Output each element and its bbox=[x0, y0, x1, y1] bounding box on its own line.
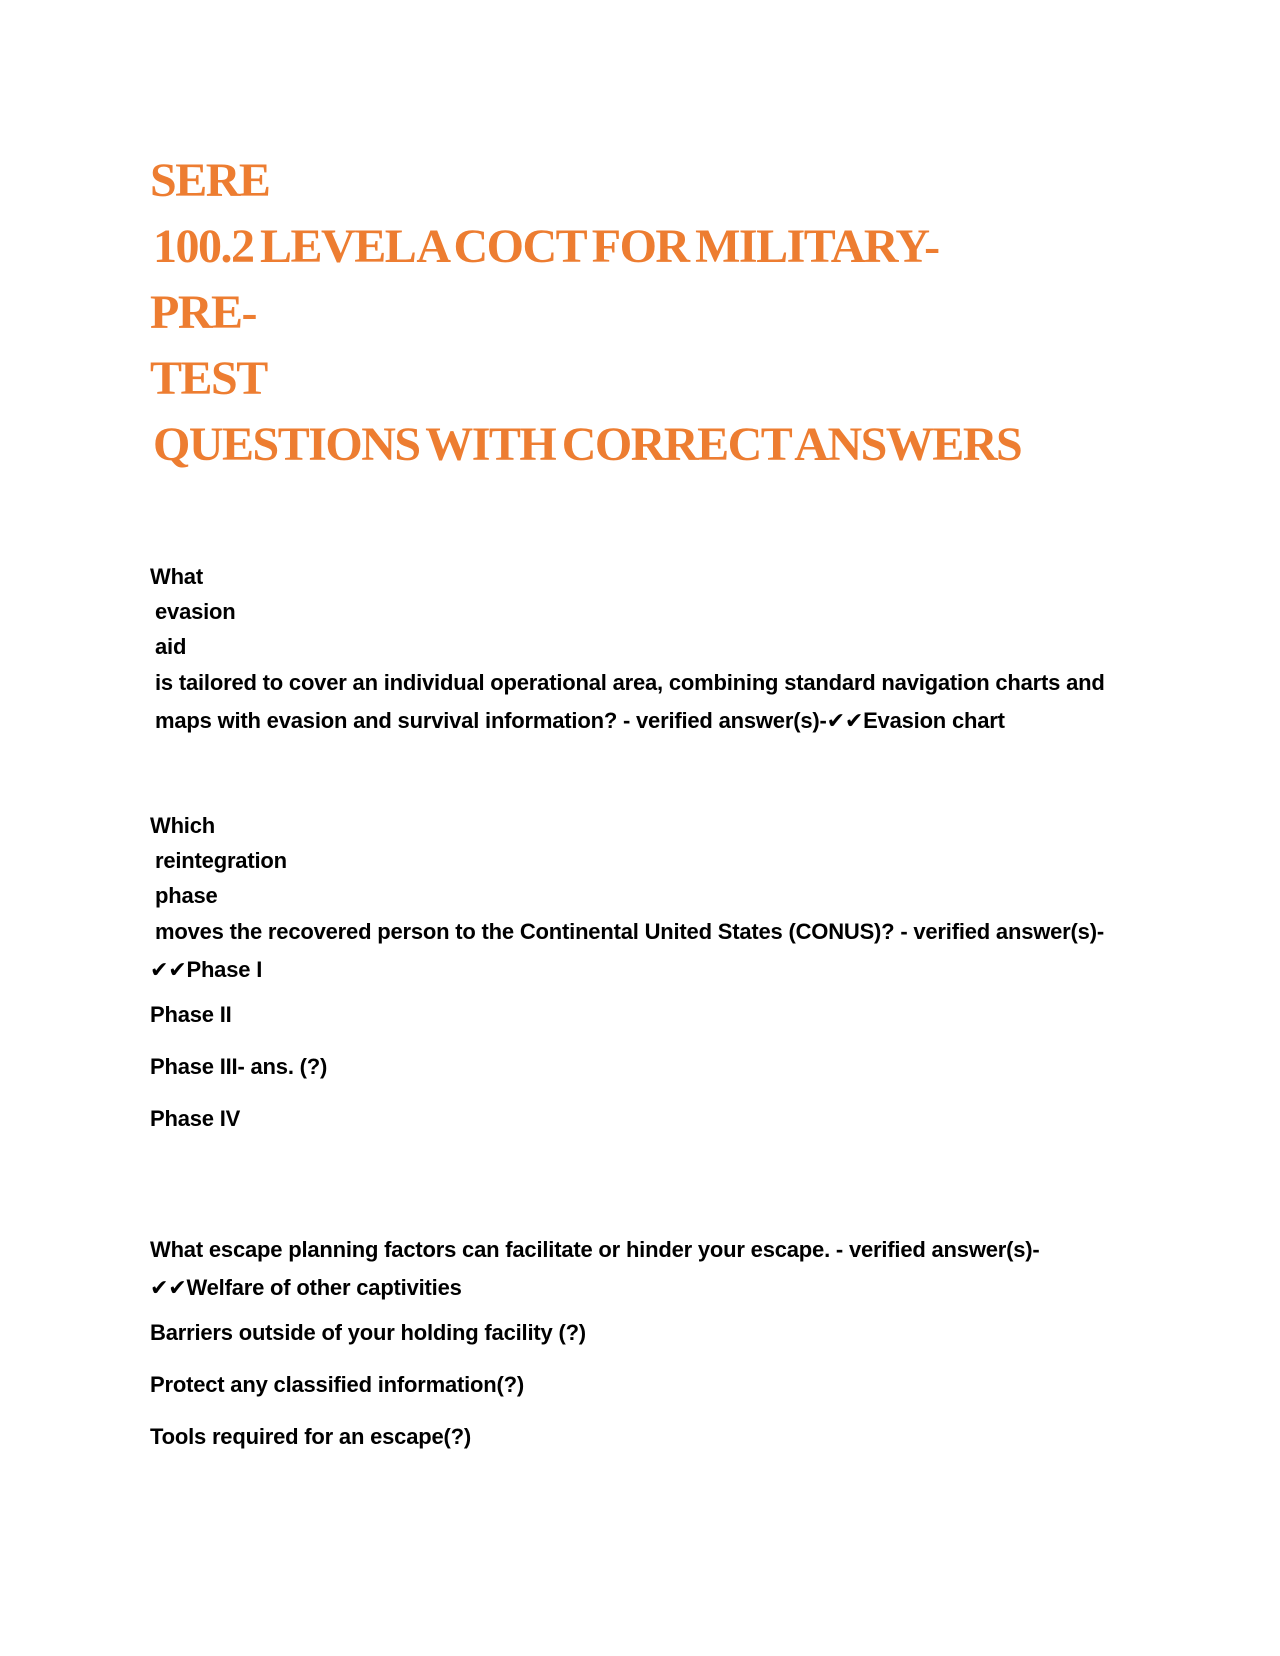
answer-line: maps with evasion and survival information? - verified answer(s)-✔✔Evasion chart bbox=[155, 708, 1005, 733]
question-line: evasion bbox=[155, 599, 236, 624]
question-block-1 bbox=[150, 559, 1130, 740]
document-title bbox=[150, 148, 1150, 478]
title-line: PRE- bbox=[150, 286, 256, 339]
answer-option: Phase IV bbox=[150, 1106, 241, 1131]
question-block-2 bbox=[150, 808, 1130, 1145]
answer-line: ✔✔Phase I bbox=[150, 957, 263, 982]
answer-option: Protect any classified information(?) bbox=[150, 1372, 525, 1397]
question-block-3 bbox=[150, 1231, 1130, 1463]
question-line: is tailored to cover an individual operational area, combining standard navigation charts and bbox=[155, 670, 1105, 695]
title-line: 100.2 LEVEL A COCT FOR MILITARY- bbox=[153, 220, 939, 273]
question-line: reintegration bbox=[155, 848, 287, 873]
title-line: SERE bbox=[150, 154, 270, 207]
question-line: moves the recovered person to the Continental United States (CONUS)? - verified answer(s)- bbox=[155, 919, 1104, 944]
question-line: aid bbox=[155, 634, 187, 659]
question-line: What bbox=[150, 564, 203, 589]
answer-option: Barriers outside of your holding facility (?) bbox=[150, 1320, 586, 1345]
answer-option: Tools required for an escape(?) bbox=[150, 1424, 472, 1449]
answer-option: Phase III- ans. (?) bbox=[150, 1054, 328, 1079]
question-line: phase bbox=[155, 883, 218, 908]
question-line: Which bbox=[150, 813, 215, 838]
answer-line: ✔✔Welfare of other captivities bbox=[150, 1275, 462, 1300]
title-line: QUESTIONS WITH CORRECT ANSWERS bbox=[153, 418, 1022, 471]
title-line: TEST bbox=[150, 352, 267, 405]
answer-option: Phase II bbox=[150, 1002, 232, 1027]
question-line: What escape planning factors can facilitate or hinder your escape. - verified answer(s)- bbox=[150, 1237, 1040, 1262]
